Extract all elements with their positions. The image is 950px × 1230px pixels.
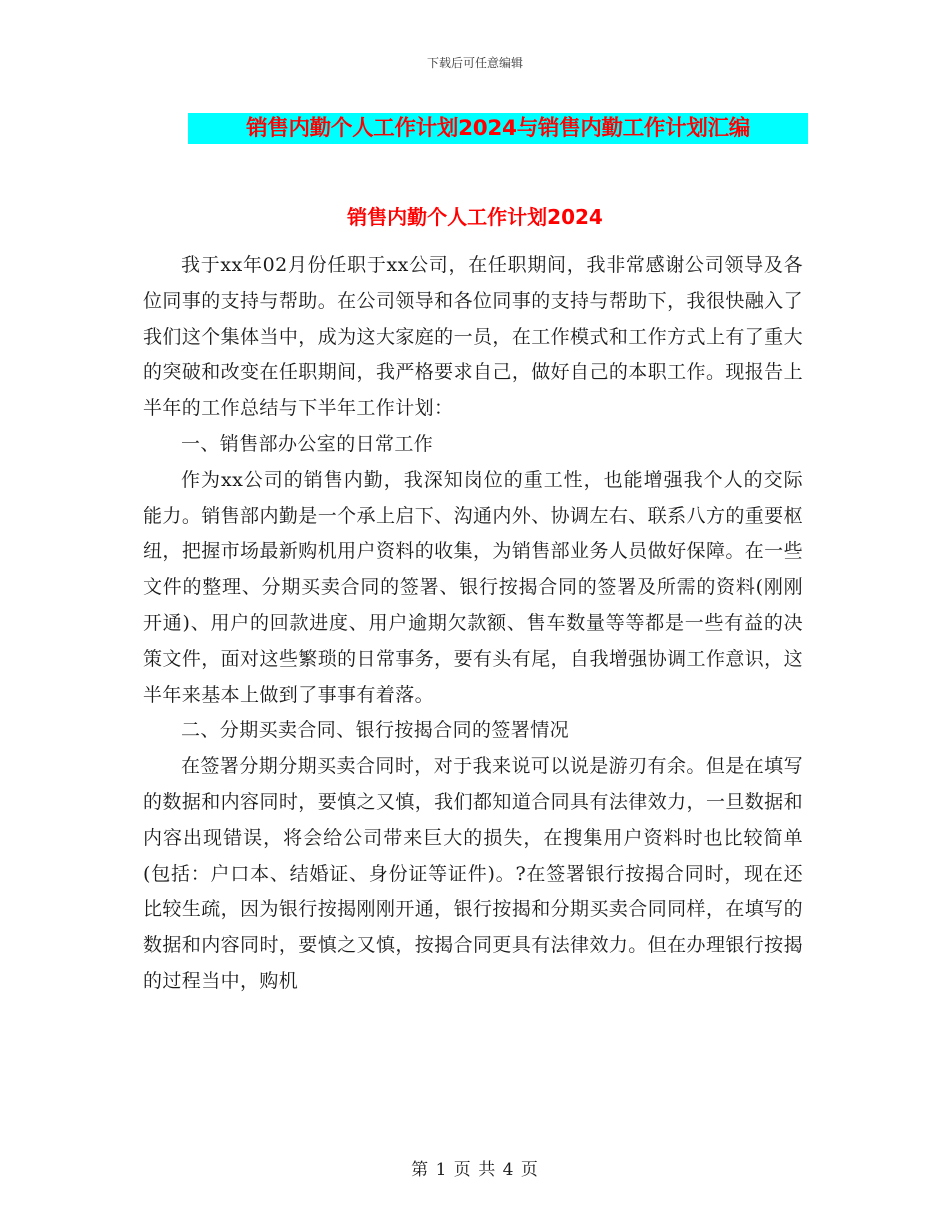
page-header-note: 下载后可任意编辑 [426,56,523,70]
paragraph-daily-work: 作为xx公司的销售内勤，我深知岗位的重工性，也能增强我个人的交际能力。销售部内勤是一个承上启下、沟通内外、协调左右、联系八方的重要枢纽，把握市场最新购机用户资料的收集，为销售部业务人员做好保障。在一些文件的整理、分期买卖合同的签署、银行按揭合同的签署及所需的资料(刚刚开通)、用户的回款进度、用户逾期欠款额、售车数量等等都是一些有益的决策文件，面对这些繁琐的日常事务，要有头有尾，自我增强协调工作意识，这半年来基本上做到了事事有着落。 [143,468,803,706]
paragraph-intro: 我于xx年02月份任职于xx公司，在任职期间，我非常感谢公司领导及各位同事的支持与帮助。在公司领导和各位同事的支持与帮助下，我很快融入了我们这个集体当中，成为这大家庭的一员，在工作模式和工作方式上有了重大的突破和改变在任职期间，我严格要求自己，做好自己的本职工作。现报告上半年的工作总结与下半年工作计划： [143,254,803,420]
main-title-highlight [188,113,808,144]
section-title: 销售内勤个人工作计划2024 [347,205,603,229]
heading-contract-signing: 二、分期买卖合同、银行按揭合同的签署情况 [181,719,570,742]
page-number: 第 1 页 共 4 页 [411,1160,539,1180]
paragraph-contract-signing: 在签署分期分期买卖合同时，对于我来说可以说是游刃有余。但是在填写的数据和内容同时，要慎之又慎，我们都知道合同具有法律效力，一旦数据和内容出现错误，将会给公司带来巨大的损失，在搜集用户资料时也比较简单(包括：户口本、结婚证、身份证等证件)。?在签署银行按揭合同时，现在还比较生疏，因为银行按揭刚刚开通，银行按揭和分期买卖合同同样，在填写的数据和内容同时，要慎之又慎，按揭合同更具有法律效力。但在办理银行按揭的过程当中，购机 [143,755,803,992]
document-body [143,248,803,1000]
main-title: 销售内勤个人工作计划2024与销售内勤工作计划汇编 [246,116,750,141]
heading-daily-work: 一、销售部办公室的日常工作 [181,432,434,455]
